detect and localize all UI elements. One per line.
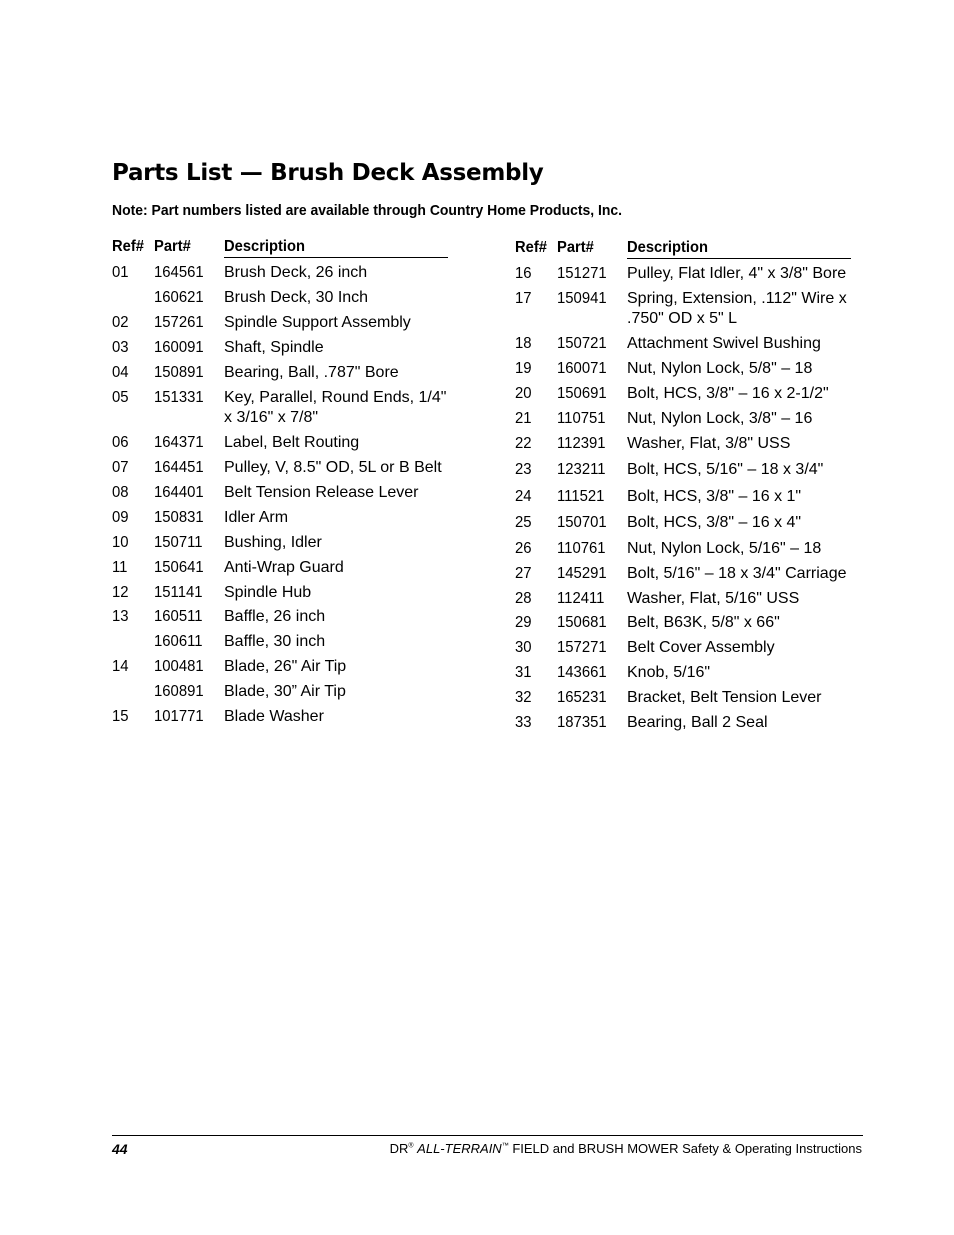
parts-note: Note: Part numbers listed are available through Country Home Products, Inc.	[112, 202, 623, 219]
cell-desc: Bolt, HCS, 5/16" – 18 x 3/4"	[627, 461, 824, 478]
cell-part: 165231	[557, 689, 607, 706]
table-row	[112, 682, 452, 702]
table-row	[112, 533, 452, 553]
cell-part: 164561	[154, 264, 204, 281]
cell-part: 157261	[154, 314, 204, 331]
cell-desc: Bolt, HCS, 3/8" – 16 x 1"	[627, 488, 802, 505]
cell-part: 151331	[154, 389, 204, 406]
table-row	[515, 434, 855, 454]
table-row	[112, 458, 452, 478]
header-underline	[224, 257, 448, 258]
cell-ref: 18	[515, 335, 532, 352]
cell-ref: 10	[112, 534, 129, 551]
table-rows	[112, 263, 452, 727]
cell-ref: 33	[515, 714, 532, 731]
cell-part: 123211	[557, 461, 606, 478]
cell-part: 110761	[557, 540, 606, 557]
cell-ref: 01	[112, 264, 129, 281]
table-row	[112, 388, 452, 428]
cell-ref: 30	[515, 639, 532, 656]
table-row	[112, 363, 452, 383]
cell-desc: Bolt, HCS, 3/8" – 16 x 4"	[627, 514, 802, 531]
page-title: Parts List — Brush Deck Assembly	[112, 160, 544, 186]
cell-part: 150711	[154, 534, 203, 551]
table-row	[515, 663, 855, 683]
header-underline	[627, 258, 851, 259]
table-row	[112, 288, 452, 308]
cell-desc: Spindle Hub	[224, 584, 312, 601]
cell-ref: 23	[515, 461, 532, 478]
cell-ref: 29	[515, 614, 532, 631]
cell-part: 143661	[557, 664, 607, 681]
cell-desc: Brush Deck, 26 inch	[224, 264, 368, 281]
cell-part: 110751	[557, 410, 606, 427]
parts-table-right	[515, 239, 855, 733]
parts-table-left	[112, 238, 452, 727]
cell-ref: 08	[112, 484, 129, 501]
cell-desc: Belt, B63K, 5/8" x 66"	[627, 614, 780, 631]
cell-part: 150641	[154, 559, 204, 576]
header-ref: Ref#	[112, 238, 144, 255]
cell-desc: Pulley, V, 8.5" OD, 5L or B Belt	[224, 459, 442, 476]
cell-part: 150941	[557, 290, 607, 307]
table-header	[112, 238, 452, 258]
table-row	[515, 384, 855, 404]
cell-desc: Bearing, Ball, .787" Bore	[224, 364, 399, 381]
cell-desc: Nut, Nylon Lock, 5/8" – 18	[627, 360, 813, 377]
cell-desc: Baffle, 26 inch	[224, 608, 326, 625]
table-row	[515, 638, 855, 658]
cell-part: 151271	[557, 265, 607, 282]
table-rows	[515, 264, 855, 733]
table-row	[112, 433, 452, 453]
table-row	[515, 334, 855, 354]
footer-title	[390, 1141, 862, 1156]
cell-ref: 16	[515, 265, 532, 282]
cell-desc: Nut, Nylon Lock, 3/8" – 16	[627, 410, 813, 427]
table-row	[515, 264, 855, 284]
cell-desc: Anti-Wrap Guard	[224, 559, 344, 576]
cell-part: 150891	[154, 364, 204, 381]
cell-desc: Attachment Swivel Bushing	[627, 335, 821, 352]
cell-part: 145291	[557, 565, 607, 582]
table-row	[515, 460, 855, 480]
cell-desc: Pulley, Flat Idler, 4" x 3/8" Bore	[627, 265, 847, 282]
cell-ref: 32	[515, 689, 532, 706]
header-ref: Ref#	[515, 239, 547, 256]
table-row	[515, 513, 855, 533]
cell-desc: Bolt, 5/16" – 18 x 3/4" Carriage	[627, 565, 847, 582]
cell-part: 101771	[154, 708, 204, 725]
table-row	[112, 338, 452, 358]
cell-ref: 17	[515, 290, 532, 307]
cell-desc: Washer, Flat, 3/8" USS	[627, 435, 791, 452]
cell-desc: Blade, 30” Air Tip	[224, 683, 346, 700]
header-part: Part#	[154, 238, 191, 255]
table-row	[515, 589, 855, 609]
cell-part: 150701	[557, 514, 607, 531]
cell-desc: Knob, 5/16"	[627, 664, 711, 681]
cell-part: 160621	[154, 289, 204, 306]
cell-part: 160511	[154, 608, 203, 625]
cell-ref: 24	[515, 488, 532, 505]
table-row	[515, 564, 855, 584]
cell-ref: 20	[515, 385, 532, 402]
cell-ref: 15	[112, 708, 129, 725]
cell-desc: Nut, Nylon Lock, 5/16" – 18	[627, 540, 822, 557]
cell-desc: Belt Cover Assembly	[627, 639, 775, 656]
cell-part: 160611	[154, 633, 203, 650]
cell-desc: Washer, Flat, 5/16" USS	[627, 590, 800, 607]
cell-part: 150681	[557, 614, 607, 631]
cell-desc: Bracket, Belt Tension Lever	[627, 689, 822, 706]
cell-part: 164401	[154, 484, 204, 501]
cell-part: 150831	[154, 509, 204, 526]
cell-desc: Idler Arm	[224, 509, 289, 526]
cell-desc: Spindle Support Assembly	[224, 314, 411, 331]
cell-desc: Blade, 26" Air Tip	[224, 658, 347, 675]
table-row	[112, 483, 452, 503]
table-row	[112, 263, 452, 283]
table-header	[515, 239, 855, 259]
cell-ref: 21	[515, 410, 532, 427]
cell-ref: 31	[515, 664, 532, 681]
cell-ref: 22	[515, 435, 532, 452]
cell-desc: Key, Parallel, Round Ends, 1/4" x 3/16" x 7/8"	[224, 389, 447, 426]
cell-ref: 27	[515, 565, 532, 582]
table-row	[515, 539, 855, 559]
cell-ref: 07	[112, 459, 129, 476]
cell-part: 150691	[557, 385, 607, 402]
cell-desc: Bushing, Idler	[224, 534, 322, 551]
table-row	[515, 359, 855, 379]
cell-part: 160091	[154, 339, 204, 356]
cell-ref: 26	[515, 540, 532, 557]
header-description: Description	[224, 238, 305, 255]
cell-part: 151141	[154, 584, 203, 601]
table-row	[112, 558, 452, 578]
header-part: Part#	[557, 239, 594, 256]
table-row	[112, 508, 452, 528]
cell-ref: 02	[112, 314, 129, 331]
footer-brand: DR	[389, 1141, 409, 1156]
cell-ref: 11	[112, 559, 128, 576]
footer-rest: FIELD and BRUSH MOWER Safety & Operating Instructions	[508, 1141, 862, 1156]
cell-desc: Baffle, 30 inch	[224, 633, 326, 650]
cell-part: 160891	[154, 683, 204, 700]
cell-ref: 12	[112, 584, 129, 601]
page-number: 44	[112, 1141, 128, 1157]
cell-part: 164371	[154, 434, 204, 451]
footer-divider	[112, 1135, 863, 1136]
cell-part: 187351	[557, 714, 607, 731]
cell-desc: Blade Washer	[224, 708, 324, 725]
cell-ref: 19	[515, 360, 532, 377]
cell-part: 112391	[557, 435, 606, 452]
cell-desc: Spring, Extension, .112" Wire x .750" OD x 5" L	[627, 290, 847, 327]
cell-part: 164451	[154, 459, 204, 476]
header-description: Description	[627, 239, 708, 256]
table-row	[112, 657, 452, 677]
table-row	[112, 583, 452, 603]
trademark-mark: ™	[501, 1142, 509, 1150]
cell-ref: 25	[515, 514, 532, 531]
cell-ref: 13	[112, 608, 129, 625]
cell-part: 157271	[557, 639, 607, 656]
cell-desc: Bearing, Ball 2 Seal	[627, 714, 768, 731]
cell-ref: 06	[112, 434, 129, 451]
cell-ref: 14	[112, 658, 129, 675]
table-row	[112, 607, 452, 627]
cell-ref: 28	[515, 590, 532, 607]
cell-desc: Bolt, HCS, 3/8" – 16 x 2-1/2"	[627, 385, 829, 402]
cell-part: 100481	[154, 658, 204, 675]
table-row	[112, 632, 452, 652]
cell-part: 111521	[557, 488, 605, 505]
cell-desc: Belt Tension Release Lever	[224, 484, 419, 501]
table-row	[112, 707, 452, 727]
table-row	[515, 713, 855, 733]
table-row	[515, 409, 855, 429]
table-row	[112, 313, 452, 333]
cell-ref: 05	[112, 389, 129, 406]
table-row	[515, 613, 855, 633]
table-row	[515, 289, 855, 329]
cell-desc: Brush Deck, 30 Inch	[224, 289, 369, 306]
cell-desc: Shaft, Spindle	[224, 339, 324, 356]
table-row	[515, 688, 855, 708]
cell-ref: 09	[112, 509, 129, 526]
registered-mark: ®	[408, 1142, 414, 1150]
cell-part: 150721	[557, 335, 607, 352]
cell-ref: 03	[112, 339, 129, 356]
cell-part: 112411	[557, 590, 605, 607]
cell-ref: 04	[112, 364, 129, 381]
footer-product: ALL-TERRAIN	[417, 1141, 502, 1156]
cell-part: 160071	[557, 360, 607, 377]
cell-desc: Label, Belt Routing	[224, 434, 360, 451]
table-row	[515, 487, 855, 507]
